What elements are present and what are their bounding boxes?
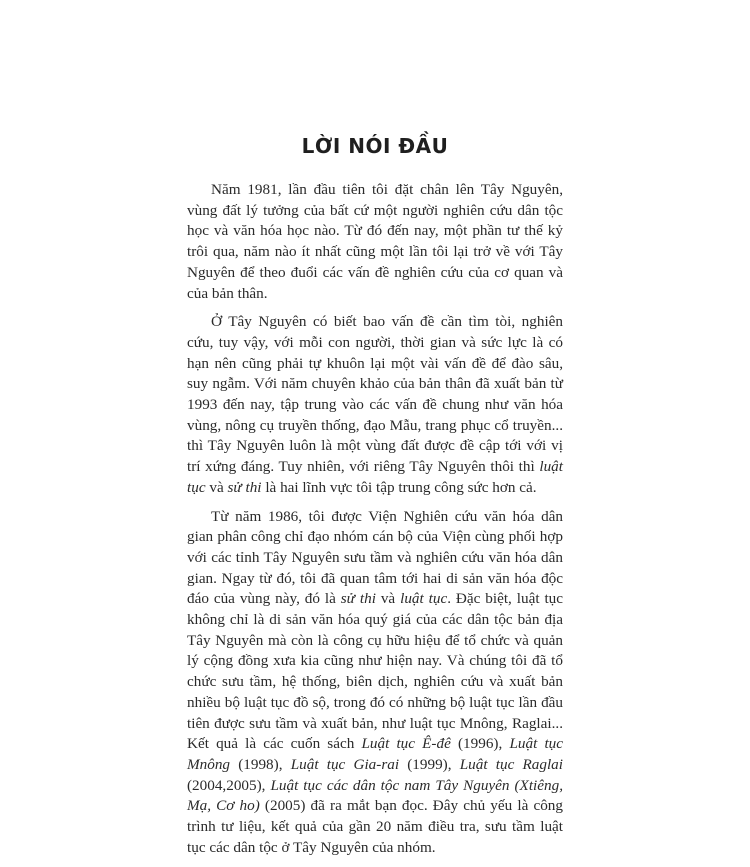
- text-run: và: [205, 478, 228, 496]
- italic-text-run: Luật tục Raglai: [459, 755, 563, 773]
- italic-text-run: luật tục: [400, 590, 448, 608]
- paragraph-1: [187, 180, 563, 304]
- italic-text-run: Luật tục Mnông: [187, 735, 563, 773]
- paragraph-3: [187, 507, 563, 859]
- text-run: (2004,2005),: [187, 776, 271, 794]
- italic-text-run: Luật tục các dân tộc nam Tây Nguyên (Xtiêng, Mạ, Cơ ho): [187, 776, 563, 815]
- text-run: Năm 1981, lần đầu tiên tôi đặt chân lên Tây Nguyên, vùng đất lý tưởng của bất cứ một người nghiên cứu dân tộc học và văn hóa học nào. Từ đó đến nay, một phần tư thế kỷ trôi qua, năm nào ít nhất cũng một lần tôi lại trở về với Tây Nguyên để theo đuổi các vấn đề nghiên cứu của cơ quan và của bản thân.: [187, 181, 563, 302]
- italic-text-run: sử thi: [340, 590, 376, 608]
- italic-text-run: Luật tục Ê-đê: [361, 735, 451, 753]
- text-run: (2005) đã ra mắt bạn đọc. Đây chủ yếu là công trình tư liệu, kết quả của gần 20 năm điều tra, sưu tầm luật tục các dân tộc ở Tây Nguyên của nhóm.: [187, 797, 563, 856]
- text-run: (1996),: [450, 735, 510, 753]
- text-run: . Đặc biệt, luật tục không chỉ là di sản văn hóa quý giá của các dân tộc bản địa Tây Nguyên mà còn là công cụ hữu hiệu để tổ chức và quản lý cộng đồng xưa kia cũng như hiện nay. Và chúng tôi đã tổ chức sưu tầm, hệ thống, biên dịch, nghiên cứu và xuất bản nhiều bộ luật tục đồ sộ, trong đó có những bộ luật tục lần đầu tiên được sưu tầm và xuất bản, như luật tục Mnông, Raglai... Kết quả là các cuốn sách: [187, 590, 564, 753]
- body-text: [187, 180, 563, 867]
- text-run: (1999),: [399, 755, 460, 773]
- italic-text-run: sử thi: [227, 478, 262, 496]
- text-run: Ở Tây Nguyên có biết bao vấn đề cần tìm tòi, nghiên cứu, tuy vậy, với mỗi con người, thời gian và sức lực là có hạn nên cũng phải tự khuôn lại một vài vấn đề để đào sâu, suy ngẫm. Với năm chuyên khảo của bản thân đã xuất bản từ 1993 đến nay, tập trung vào các vấn đề chung như văn hóa vùng, nông cụ truyền thống, đạo Mẫu, trang phục cổ truyền... thì Tây Nguyên luôn là một vùng đất được đề cập tới với vị trí xứng đáng. Tuy nhiên, với riêng Tây Nguyên thôi thì: [187, 313, 563, 476]
- text-run: (1998),: [230, 755, 291, 773]
- italic-text-run: Luật tục Gia-rai: [290, 755, 400, 773]
- text-run: Từ năm 1986, tôi được Viện Nghiên cứu văn hóa dân gian phân công chỉ đạo nhóm cán bộ của Viện cùng phối hợp với các tỉnh Tây Nguyên sưu tầm và nghiên cứu văn hóa dân gian. Ngay từ đó, tôi đã quan tâm tới hai di sản văn hóa độc đáo của vùng này, đó là: [187, 507, 563, 608]
- text-run: và: [375, 590, 401, 608]
- italic-text-run: luật tục: [187, 458, 563, 496]
- paragraph-2: [187, 312, 563, 498]
- text-run: là hai lĩnh vực tôi tập trung công sức hơn cả.: [261, 478, 537, 496]
- page-title: LỜI NÓI ĐẦU: [301, 134, 449, 158]
